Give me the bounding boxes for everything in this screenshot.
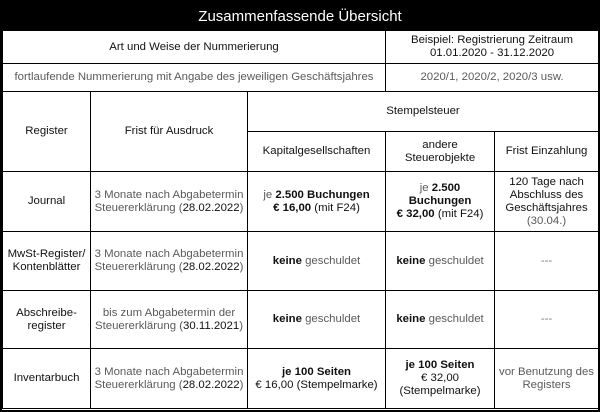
row-andere — [386, 349, 495, 409]
table-row — [3, 291, 599, 349]
row-frist — [91, 291, 248, 349]
row-register — [3, 232, 91, 291]
table-row — [3, 172, 599, 232]
frist-line2-prefix: Steuererklärung ( — [95, 319, 184, 332]
andere-keine: keine — [396, 254, 426, 267]
row-frist — [91, 349, 248, 409]
andere-line3: (Stempelmarke) — [399, 385, 481, 397]
frist-date: 30.11.2021 — [183, 319, 240, 332]
table-row — [3, 349, 599, 409]
frist-line2-suffix: ) — [239, 378, 244, 391]
frist-line1: 3 Monate nach Abgabetermin — [94, 365, 244, 378]
kapital-line1: je 100 Seiten — [281, 365, 352, 378]
einzahlung-line1: 120 Tage nach — [509, 175, 584, 188]
numbering-description: fortlaufende Nummerierung mit Angabe des jeweiligen Geschäftsjahres — [3, 64, 386, 92]
row-kapital — [248, 172, 386, 232]
row-kapital — [248, 291, 386, 349]
frist-line2-prefix: Steuererklärung ( — [94, 378, 183, 391]
header-art-und-weise: Art und Weise der Nummerierung — [3, 31, 386, 64]
row-kapital — [248, 349, 386, 409]
frist-line2-prefix: Steuererklärung ( — [94, 261, 183, 273]
row-einzahlung — [495, 172, 599, 232]
header-beispiel-line2: 01.01.2020 - 31.12.2020 — [429, 47, 555, 59]
andere-line2: € 32,00 — [421, 372, 460, 384]
frist-line1: 3 Monate nach Abgabetermin — [94, 188, 244, 201]
register-line1: Abschreibe- — [16, 306, 77, 319]
einzahlung-line3: Geschäftsjahres — [505, 201, 588, 214]
row-register: Inventarbuch — [3, 349, 91, 409]
header-beispiel-line1: Beispiel: Registrierung Zeitraum — [410, 34, 574, 46]
frist-line2-prefix: Steuererklärung ( — [94, 201, 183, 214]
andere-geschuldet: geschuldet — [425, 254, 484, 267]
andere-geschuldet: geschuldet — [425, 313, 484, 325]
column-frist: Frist für Ausdruck — [91, 92, 248, 172]
column-header-row-1 — [3, 92, 599, 132]
column-frist-einzahlung: Frist Einzahlung — [495, 132, 599, 172]
row-register — [3, 291, 91, 349]
kapital-geschuldet: geschuldet — [301, 313, 361, 325]
frist-line2-suffix: ) — [239, 319, 243, 332]
andere-line1: je 100 Seiten — [405, 359, 475, 371]
andere-amount: € 32,00 — [396, 208, 435, 220]
header-row — [3, 31, 599, 64]
frist-date: 28.02.2022 — [182, 378, 240, 391]
andere-keine: keine — [396, 313, 426, 325]
frist-date: 28.02.2022 — [182, 261, 240, 273]
andere-suffix: (mit F24) — [434, 208, 484, 220]
register-line1: MwSt-Register/ — [7, 248, 86, 260]
column-stempelsteuer: Stempelsteuer — [248, 92, 599, 132]
kapital-suffix: (mit F24) — [311, 201, 360, 214]
register-line2: Kontenblätter — [12, 261, 81, 273]
row-frist — [91, 172, 248, 232]
column-andere-line2: Steuerobjekte — [404, 151, 476, 164]
einzahlung-line2: Abschluss des — [509, 188, 584, 201]
numbering-row — [3, 64, 599, 92]
row-einzahlung — [495, 349, 599, 409]
kapital-keine: keine — [272, 254, 302, 267]
kapital-amount: € 16,00 — [273, 201, 312, 214]
kapital-prefix: je — [263, 188, 276, 201]
table-row — [3, 232, 599, 291]
row-register: Journal — [3, 172, 91, 232]
row-andere — [386, 232, 495, 291]
numbering-example: 2020/1, 2020/2, 2020/3 usw. — [386, 64, 599, 92]
row-kapital — [248, 232, 386, 291]
row-andere — [386, 291, 495, 349]
kapital-line2: € 16,00 (Stempelmarke) — [255, 378, 378, 391]
column-register: Register — [3, 92, 91, 172]
row-einzahlung: --- — [495, 291, 599, 349]
table-title: Zusammenfassende Übersicht — [2, 2, 598, 30]
frist-line1: 3 Monate nach Abgabetermin — [94, 248, 244, 260]
frist-date: 28.02.2022 — [182, 201, 240, 214]
kapital-buchungen: 2.500 Buchungen — [275, 188, 370, 201]
kapital-geschuldet: geschuldet — [301, 254, 361, 267]
row-einzahlung: --- — [495, 232, 599, 291]
andere-buchungen: 2.500 Buchungen — [408, 182, 472, 207]
einzahlung-line1: vor Benutzung des — [499, 365, 595, 378]
frist-line2-suffix: ) — [239, 201, 244, 214]
einzahlung-line4: (30.04.) — [526, 214, 567, 227]
column-kapital: Kapitalgesellschaften — [248, 132, 386, 172]
frist-line2-suffix: ) — [239, 261, 244, 273]
frist-line1: bis zum Abgabetermin der — [102, 306, 236, 319]
andere-prefix: je — [419, 182, 432, 194]
summary-table — [2, 30, 599, 409]
column-andere-line1: andere — [422, 138, 458, 151]
row-frist — [91, 232, 248, 291]
kapital-keine: keine — [272, 313, 302, 325]
row-andere — [386, 172, 495, 232]
column-andere — [386, 132, 495, 172]
header-beispiel — [386, 31, 599, 64]
register-line2: register — [27, 319, 66, 332]
einzahlung-line2: Registers — [522, 378, 571, 391]
